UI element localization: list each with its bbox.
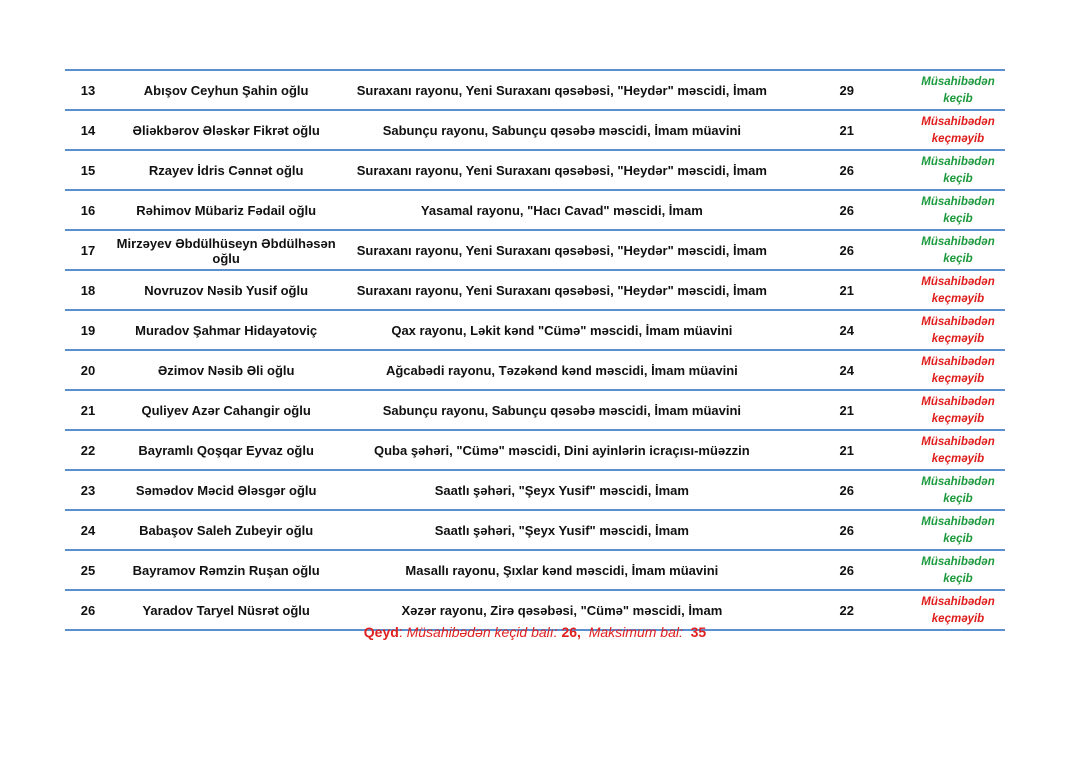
table-row [65,472,1005,509]
status-line-1: Müsahibədən [921,155,995,168]
table-rule [65,149,1005,151]
score: 26 [839,563,854,578]
table-row [65,112,1005,149]
note-pass-value: 26, [561,624,581,640]
status-line-1: Müsahibədən [921,555,995,568]
interview-status [911,434,1005,468]
table-row [65,152,1005,189]
row-number: 20 [80,363,96,378]
table-row [65,232,1005,269]
score: 22 [839,603,854,618]
person-name: Novruzov Nəsib Yusif oğlu [144,283,309,298]
interview-status [911,594,1005,628]
status-line-1: Müsahibədən [921,235,995,248]
table-row [65,432,1005,469]
status-line-2: keçib [943,572,973,585]
status-line-1: Müsahibədən [921,115,995,128]
table-rule [65,109,1005,111]
note-pass-text: Müsahibədən keçid balı: [406,624,558,640]
interview-status [911,554,1005,588]
table-row [65,552,1005,589]
person-name: Rzayev İdris Cənnət oğlu [148,163,304,178]
interview-status [911,114,1005,148]
row-number: 24 [80,523,96,538]
table-rule [65,469,1005,471]
interview-status [911,194,1005,228]
person-name: Mirzəyev Əbdülhüseyn Əbdülhəsən oğlu [116,235,336,266]
person-name: Yaradov Taryel Nüsrət oğlu [142,603,310,618]
row-number: 13 [80,83,96,98]
person-name: Quliyev Azər Cahangir oğlu [141,403,311,418]
mosque-position: Masallı rayonu, Şıxlar kənd məscidi, İmam müavini [405,563,719,578]
score: 26 [839,163,854,178]
score: 26 [839,483,854,498]
mosque-position: Suraxanı rayonu, Yeni Suraxanı qəsəbəsi, "Heydər" məscidi, İmam [356,243,767,258]
row-number: 14 [80,123,96,138]
status-line-2: keçməyib [931,412,985,425]
status-line-1: Müsahibədən [921,355,995,368]
mosque-position: Suraxanı rayonu, Yeni Suraxanı qəsəbəsi, "Heydər" məscidi, İmam [356,283,767,298]
status-line-1: Müsahibədən [921,195,995,208]
table-rule [65,549,1005,551]
mosque-position: Saatlı şəhəri, "Şeyx Yusif" məscidi, İmam [434,483,689,498]
status-line-2: keçməyib [931,372,985,385]
table-rule [65,309,1005,311]
mosque-position: Qax rayonu, Ləkit kənd "Cümə" məscidi, İmam müavini [391,323,733,338]
table-rule [65,189,1005,191]
table-row [65,72,1005,109]
score: 21 [839,403,854,418]
status-line-2: keçməyib [931,292,985,305]
table-rule [65,589,1005,591]
row-number: 16 [80,203,96,218]
status-line-2: keçib [943,252,973,265]
status-line-1: Müsahibədən [921,275,995,288]
person-name: Bayramlı Qoşqar Eyvaz oğlu [138,443,314,458]
score: 24 [839,363,854,378]
mosque-position: Suraxanı rayonu, Yeni Suraxanı qəsəbəsi, "Heydər" məscidi, İmam [356,83,767,98]
status-line-1: Müsahibədən [921,595,995,608]
score: 29 [839,83,854,98]
status-line-2: keçib [943,212,973,225]
status-line-1: Müsahibədən [921,475,995,488]
person-name: Muradov Şahmar Hidayətoviç [135,323,318,338]
row-number: 17 [80,243,96,258]
interview-status [911,514,1005,548]
interview-status [911,154,1005,188]
interview-status [911,234,1005,268]
row-number: 26 [80,603,96,618]
note-line [0,624,1070,640]
mosque-position: Quba şəhəri, "Cümə" məscidi, Dini ayinlərin icraçısı-müəzzin [373,443,750,458]
table-rule [65,229,1005,231]
mosque-position: Saatlı şəhəri, "Şeyx Yusif" məscidi, İmam [434,523,689,538]
row-number: 23 [80,483,96,498]
score: 24 [839,323,854,338]
mosque-position: Sabunçu rayonu, Sabunçu qəsəbə məscidi, İmam müavini [382,123,742,138]
table-rule [65,389,1005,391]
score: 21 [839,283,854,298]
interview-status [911,394,1005,428]
interview-status [911,314,1005,348]
status-line-2: keçib [943,172,973,185]
note-max-value: 35 [690,624,707,640]
table-row [65,392,1005,429]
interview-status [911,74,1005,108]
mosque-position: Xəzər rayonu, Zirə qəsəbəsi, "Cümə" məscidi, İmam [401,603,723,618]
person-name: Əzimov Nəsib Əli oğlu [157,363,295,378]
status-line-1: Müsahibədən [921,515,995,528]
note-label: Qeyd [363,624,399,640]
mosque-position: Yasamal rayonu, "Hacı Cavad" məscidi, İmam [420,203,703,218]
status-line-1: Müsahibədən [921,75,995,88]
status-line-2: keçməyib [931,612,985,625]
interview-status [911,354,1005,388]
score: 26 [839,523,854,538]
mosque-position: Ağcabədi rayonu, Təzəkənd kənd məscidi, İmam müavini [385,363,738,378]
table-rule [65,429,1005,431]
table-rule [65,509,1005,511]
row-number: 21 [80,403,96,418]
status-line-1: Müsahibədən [921,395,995,408]
status-line-2: keçib [943,492,973,505]
row-number: 22 [80,443,96,458]
person-name: Babaşov Saleh Zubeyir oğlu [139,523,314,538]
mosque-position: Suraxanı rayonu, Yeni Suraxanı qəsəbəsi, "Heydər" məscidi, İmam [356,163,767,178]
table-rule [65,349,1005,351]
status-line-1: Müsahibədən [921,435,995,448]
row-number: 15 [80,163,96,178]
status-line-1: Müsahibədən [921,315,995,328]
table-row [65,192,1005,229]
person-name: Bayramov Rəmzin Ruşan oğlu [132,563,320,578]
table-rule [65,69,1005,71]
table-row [65,312,1005,349]
status-line-2: keçməyib [931,132,985,145]
status-line-2: keçməyib [931,452,985,465]
table-row [65,512,1005,549]
person-name: Səmədov Məcid Ələsgər oğlu [135,483,317,498]
score: 21 [839,123,854,138]
table-rule [65,269,1005,271]
note-colon: : [398,624,403,640]
table-row [65,352,1005,389]
table-row [65,272,1005,309]
person-name: Rəhimov Mübariz Fədail oğlu [136,203,317,218]
row-number: 18 [80,283,96,298]
results-table [65,69,1005,632]
score: 26 [839,243,854,258]
interview-status [911,474,1005,508]
note-max-text: Maksimum bal: [588,624,683,640]
status-line-2: keçib [943,532,973,545]
score: 26 [839,203,854,218]
row-number: 19 [80,323,96,338]
person-name: Abışov Ceyhun Şahin oğlu [143,83,309,98]
score: 21 [839,443,854,458]
interview-status [911,274,1005,308]
person-name: Əliəkbərov Ələskər Fikrət oğlu [132,123,320,138]
status-line-2: keçib [943,92,973,105]
mosque-position: Sabunçu rayonu, Sabunçu qəsəbə məscidi, İmam müavini [382,403,742,418]
status-line-2: keçməyib [931,332,985,345]
row-number: 25 [80,563,96,578]
